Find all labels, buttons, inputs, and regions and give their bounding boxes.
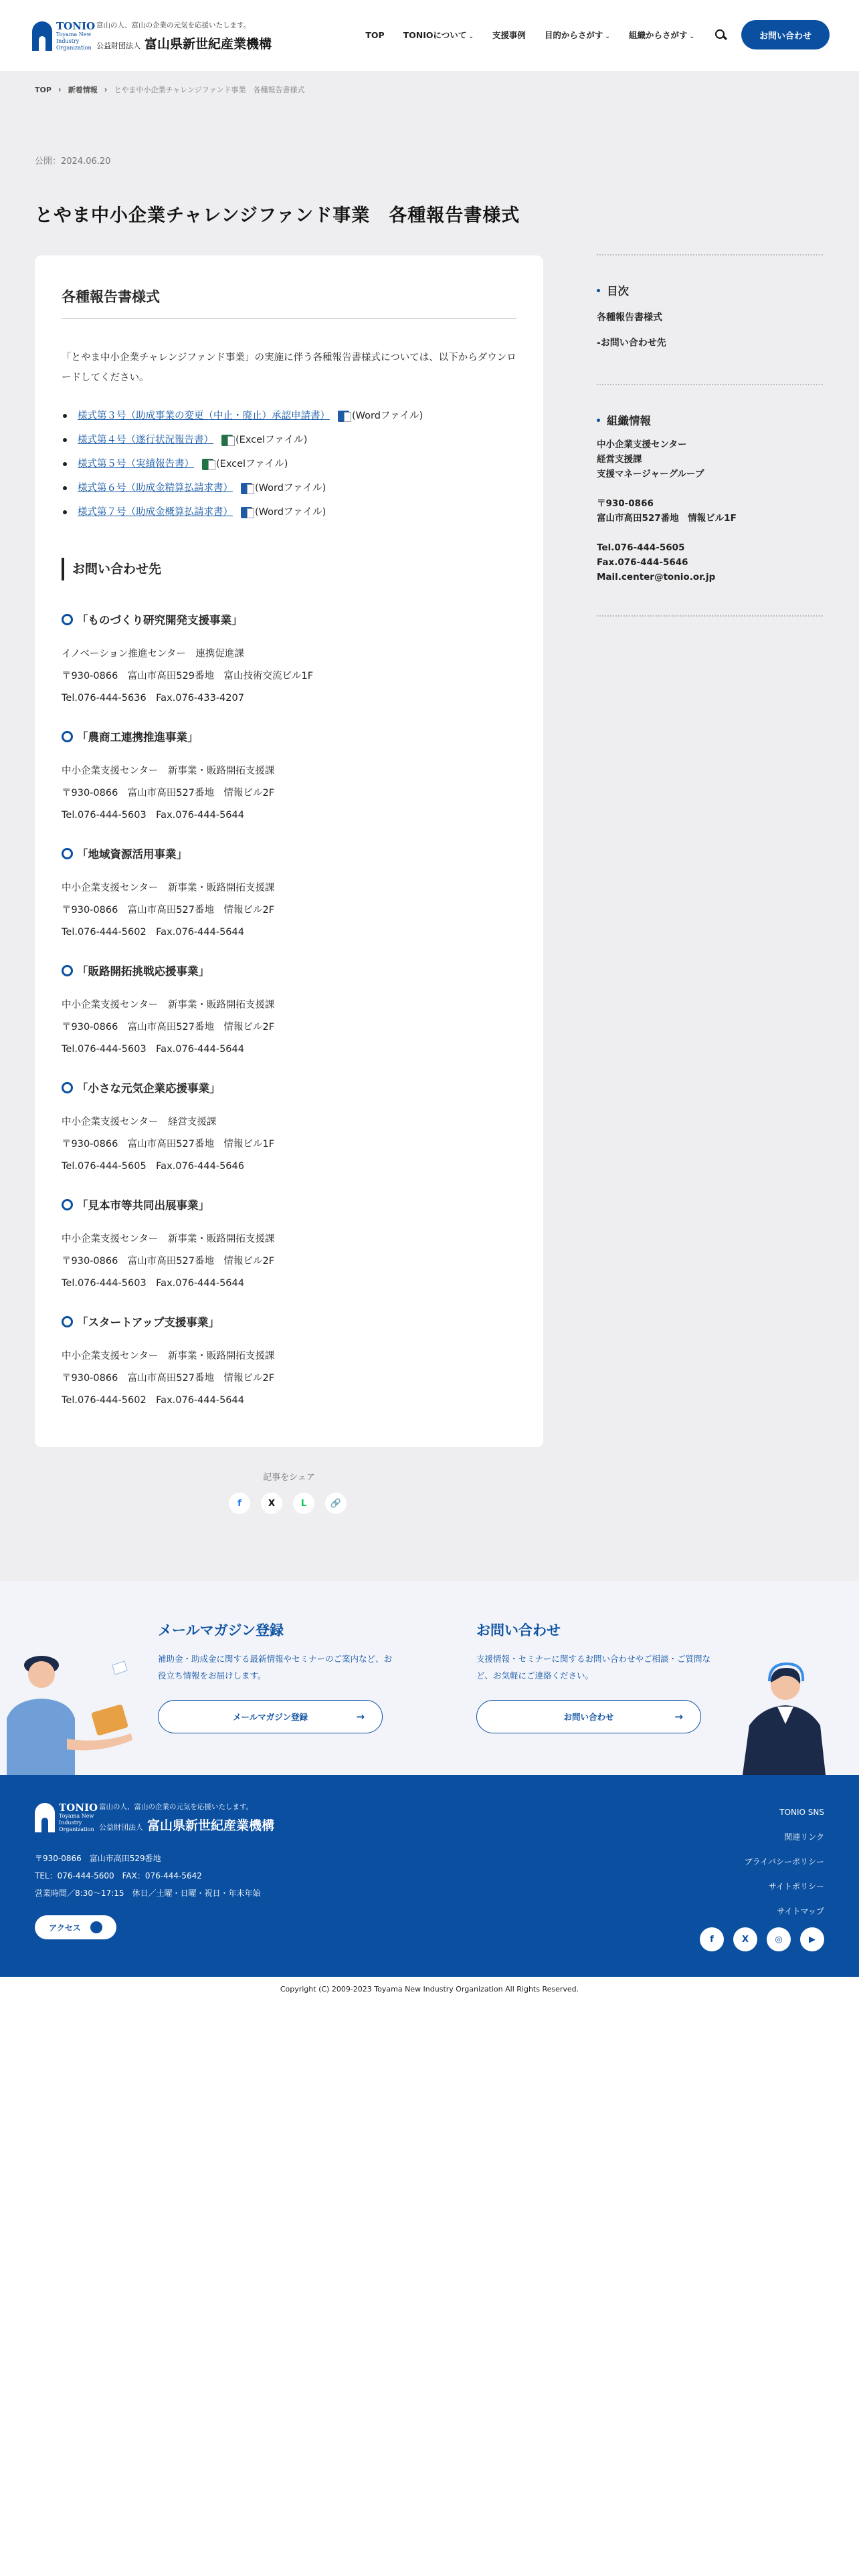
toc-panel — [597, 254, 823, 349]
inquiry-block — [62, 1313, 523, 1412]
contact-section-heading: お問い合わせ先 — [62, 558, 161, 580]
footer-link-privacy[interactable]: プライバシーポリシー — [744, 1857, 824, 1866]
inquiry-address: 〒930-0866 富山市高田527番地 情報ビル1F — [62, 1139, 275, 1150]
breadcrumb-news[interactable]: 新着情報 — [68, 86, 98, 94]
ring-bullet-icon — [62, 965, 73, 976]
search-icon[interactable] — [714, 29, 727, 41]
site-footer — [0, 1775, 859, 1977]
list-item — [62, 500, 423, 524]
youtube-icon[interactable]: ▶ — [800, 1927, 824, 1951]
word-file-icon — [338, 411, 349, 422]
footer-hours: 営業時間／8:30〜17:15 休日／土曜・日曜・祝日・年末年始 — [35, 1889, 261, 1898]
contact-block — [476, 1620, 710, 1733]
promo-section — [0, 1581, 859, 1775]
org-info-panel — [597, 384, 823, 617]
breadcrumb — [35, 84, 311, 95]
inquiry-dept: 中小企業支援センター 新事業・販路開拓支援課 — [62, 1234, 275, 1245]
inquiry-title: 「小さな元気企業応援事業」 — [77, 1082, 221, 1095]
word-file-icon — [241, 483, 252, 494]
logo-sub: Toyama New Industry Organization — [56, 31, 92, 51]
article-intro: 「とやま中小企業チャレンジファンド事業」の実施に伴う各種報告書様式については、以下からダウンロードしてください。 — [62, 352, 516, 383]
x-icon[interactable]: X — [733, 1927, 757, 1951]
list-item — [62, 476, 423, 500]
org-line: Fax.076-444-5646 — [597, 557, 688, 568]
org-spacer — [597, 526, 823, 540]
breadcrumb-top[interactable]: TOP — [35, 85, 52, 94]
org-line: 経営支援課 — [597, 454, 642, 465]
site-header — [0, 0, 859, 71]
nav-purpose[interactable] — [545, 29, 610, 41]
inquiry-address: 〒930-0866 富山市高田527番地 情報ビル2F — [62, 905, 275, 916]
inquiry-title: 「見本市等共同出展事業」 — [77, 1199, 209, 1212]
inquiry-title: 「農商工連携推進事業」 — [77, 731, 199, 744]
ring-bullet-icon — [62, 1199, 73, 1210]
ring-bullet-icon — [62, 614, 73, 625]
contact-text: 支援情報・セミナーに関するお問い合わせやご相談・ご質問など、お気軽にご連絡ください。 — [476, 1654, 711, 1681]
org-line: 富山市高田527番地 情報ビル1F — [597, 513, 737, 524]
org-line: 中小企業支援センター — [597, 439, 687, 450]
chevron-down-icon: ⌄ — [468, 33, 474, 40]
share-buttons — [229, 1493, 357, 1514]
list-item — [62, 428, 423, 452]
footer-social — [690, 1927, 824, 1951]
copy-link-icon[interactable]: 🔗 — [325, 1493, 347, 1514]
download-link[interactable]: 様式第３号（助成事業の変更（中止・廃止）承認申請書） — [78, 411, 330, 421]
newsletter-button-label: メールマガジン登録 — [233, 1712, 308, 1722]
facebook-icon[interactable]: f — [700, 1927, 724, 1951]
breadcrumb-current: とやま中小企業チャレンジファンド事業 各種報告書様式 — [114, 86, 305, 94]
inquiry-address: 〒930-0866 富山市高田527番地 情報ビル2F — [62, 1373, 275, 1384]
org-spacer — [597, 481, 823, 496]
nav-organization[interactable] — [629, 29, 694, 41]
inquiry-block — [62, 1196, 523, 1295]
inquiry-dept: イノベーション推進センター 連携促進課 — [62, 649, 244, 659]
inquiry-title: 「ものづくり研究開発支援事業」 — [77, 614, 243, 627]
file-type: (Wordファイル) — [255, 507, 326, 518]
map-pin-icon — [90, 1921, 102, 1933]
org-email[interactable]: Mail.center@tonio.or.jp — [597, 572, 716, 582]
logo-tagline: 富山の人、富山の企業の元気を応援いたします。 — [96, 21, 251, 29]
inquiry-phone: Tel.076-444-5603 Fax.076-444-5644 — [62, 810, 244, 821]
nav-top[interactable]: TOP — [365, 29, 385, 40]
access-button[interactable] — [35, 1915, 116, 1939]
chevron-down-icon: ⌄ — [689, 33, 694, 40]
toc-item[interactable]: -お問い合わせ先 — [597, 338, 666, 348]
footer-link-sitemap[interactable]: サイトマップ — [777, 1907, 824, 1916]
footer-link-related[interactable]: 関連リンク — [784, 1832, 824, 1842]
inquiry-title: 「スタートアップ支援事業」 — [77, 1316, 219, 1329]
inquiry-address: 〒930-0866 富山市高田527番地 情報ビル2F — [62, 788, 275, 798]
file-type: (Excelファイル) — [216, 459, 288, 469]
footer-logo-abbr: TONIO — [59, 1802, 98, 1814]
newsletter-block — [158, 1620, 392, 1733]
file-type: (Wordファイル) — [255, 483, 326, 494]
footer-logo-sub: Toyama New Industry Organization — [59, 1813, 94, 1832]
org-line: Tel.076-444-5605 — [597, 542, 685, 553]
nav-organization-label: 組織からさがす — [628, 30, 688, 40]
newsletter-button[interactable] — [158, 1700, 383, 1733]
inquiry-dept: 中小企業支援センター 新事業・販路開拓支援課 — [62, 766, 275, 776]
download-link[interactable]: 様式第６号（助成金精算払請求書） — [78, 483, 233, 494]
inquiry-block — [62, 611, 523, 710]
contact-heading: お問い合わせ — [476, 1622, 561, 1638]
inquiry-phone: Tel.076-444-5602 Fax.076-444-5644 — [62, 1395, 244, 1406]
footer-phone: TEL：076-444-5600 FAX：076-444-5642 — [35, 1871, 202, 1881]
chevron-right-icon: › — [104, 85, 108, 94]
share-label: 記事をシェア — [263, 1473, 315, 1483]
excel-file-icon — [221, 435, 233, 446]
footer-link-sns[interactable]: TONIO SNS — [779, 1808, 824, 1817]
list-item — [62, 452, 423, 476]
toc-item[interactable]: 各種報告書様式 — [597, 312, 662, 323]
arrow-right-icon: → — [356, 1711, 365, 1723]
logo-org-name: 富山県新世紀産業機構 — [145, 37, 272, 51]
line-share-icon[interactable]: L — [293, 1493, 314, 1514]
logo-org-type: 公益財団法人 — [96, 41, 140, 50]
facebook-share-icon[interactable]: f — [229, 1493, 250, 1514]
word-file-icon — [241, 507, 252, 518]
nav-purpose-label: 目的からさがす — [544, 30, 603, 40]
inquiry-phone: Tel.076-444-5603 Fax.076-444-5644 — [62, 1278, 244, 1289]
access-button-label: アクセス — [49, 1923, 81, 1933]
man-with-mail-illustration — [0, 1638, 134, 1775]
download-link[interactable]: 様式第４号（遂行状況報告書） — [78, 435, 213, 445]
file-type: (Excelファイル) — [235, 435, 308, 445]
inquiry-phone: Tel.076-444-5602 Fax.076-444-5644 — [62, 927, 244, 938]
publish-date: 公開：2024.06.20 — [35, 156, 111, 167]
site-logo[interactable] — [32, 20, 272, 52]
inquiry-phone: Tel.076-444-5603 Fax.076-444-5644 — [62, 1044, 244, 1055]
ring-bullet-icon — [62, 848, 73, 859]
ring-bullet-icon — [62, 1316, 73, 1327]
contact-button[interactable] — [476, 1700, 701, 1733]
nav-about[interactable] — [403, 29, 474, 41]
inquiry-address: 〒930-0866 富山市高田527番地 情報ビル2F — [62, 1256, 275, 1267]
org-line: 〒930-0866 — [597, 498, 654, 509]
org-line: 支援マネージャーグループ — [597, 469, 704, 479]
inquiry-address: 〒930-0866 富山市高田527番地 情報ビル2F — [62, 1022, 275, 1033]
inquiry-title: 「地域資源活用事業」 — [77, 848, 187, 861]
footer-org-name: 富山県新世紀産業機構 — [147, 1818, 275, 1833]
logo-mark-icon — [32, 21, 52, 51]
nav-cases[interactable]: 支援事例 — [492, 30, 526, 40]
global-nav — [347, 20, 830, 49]
x-share-icon[interactable]: X — [261, 1493, 282, 1514]
copyright: Copyright (C) 2009-2023 Toyama New Industry Organization All Rights Reserved. — [280, 1984, 579, 1994]
instagram-icon[interactable]: ◎ — [767, 1927, 791, 1951]
contact-button-label: お問い合わせ — [563, 1712, 614, 1722]
footer-links — [745, 1800, 824, 1924]
newsletter-heading: メールマガジン登録 — [158, 1622, 284, 1638]
newsletter-text: 補助金・助成金に関する最新情報やセミナーのご案内など、お役立ち情報をお届けします。 — [158, 1654, 393, 1681]
article-heading: 各種報告書様式 — [62, 286, 516, 319]
arrow-right-icon: → — [674, 1711, 683, 1723]
footer-info — [35, 1850, 261, 1902]
toc-heading: 目次 — [597, 282, 823, 298]
ring-bullet-icon — [62, 731, 73, 742]
download-link[interactable]: 様式第７号（助成金概算払請求書） — [78, 507, 233, 518]
logo-mark-icon — [35, 1803, 55, 1832]
footer-tagline: 富山の人、富山の企業の元気を応援いたします。 — [99, 1803, 254, 1811]
list-item — [62, 404, 423, 428]
logo-abbr: TONIO — [56, 20, 96, 32]
inquiry-title: 「販路開拓挑戦応援事業」 — [77, 965, 209, 978]
org-heading: 組織情報 — [597, 412, 823, 428]
ring-bullet-icon — [62, 1082, 73, 1093]
inquiry-block — [62, 845, 523, 944]
footer-org-type: 公益財団法人 — [99, 1823, 143, 1832]
inquiry-block — [62, 728, 523, 827]
chevron-down-icon: ⌄ — [605, 33, 610, 40]
chevron-right-icon: › — [58, 85, 62, 94]
download-list — [62, 404, 423, 524]
article-card — [35, 255, 543, 1447]
page-title: とやま中小企業チャレンジファンド事業 各種報告書様式 — [35, 205, 520, 226]
inquiry-address: 〒930-0866 富山市高田529番地 富山技術交流ビル1F — [62, 671, 314, 681]
inquiry-dept: 中小企業支援センター 新事業・販路開拓支援課 — [62, 1000, 275, 1010]
header-contact-button[interactable]: お問い合わせ — [741, 20, 830, 49]
inquiry-dept: 中小企業支援センター 新事業・販路開拓支援課 — [62, 1351, 275, 1362]
excel-file-icon — [202, 459, 213, 470]
footer-address: 〒930-0866 富山市高田529番地 — [35, 1854, 161, 1863]
inquiry-dept: 中小企業支援センター 経営支援課 — [62, 1117, 217, 1128]
inquiry-block — [62, 1079, 523, 1178]
file-type: (Wordファイル) — [352, 411, 423, 421]
inquiry-block — [62, 962, 523, 1061]
inquiry-phone: Tel.076-444-5636 Fax.076-433-4207 — [62, 693, 244, 704]
inquiry-dept: 中小企業支援センター 新事業・販路開拓支援課 — [62, 883, 275, 893]
operator-illustration — [729, 1645, 836, 1775]
footer-link-site-policy[interactable]: サイトポリシー — [768, 1882, 824, 1891]
nav-about-label: TONIOについて — [403, 30, 467, 40]
download-link[interactable]: 様式第５号（実績報告書） — [78, 459, 194, 469]
inquiry-phone: Tel.076-444-5605 Fax.076-444-5646 — [62, 1161, 244, 1172]
footer-logo[interactable] — [35, 1802, 274, 1834]
